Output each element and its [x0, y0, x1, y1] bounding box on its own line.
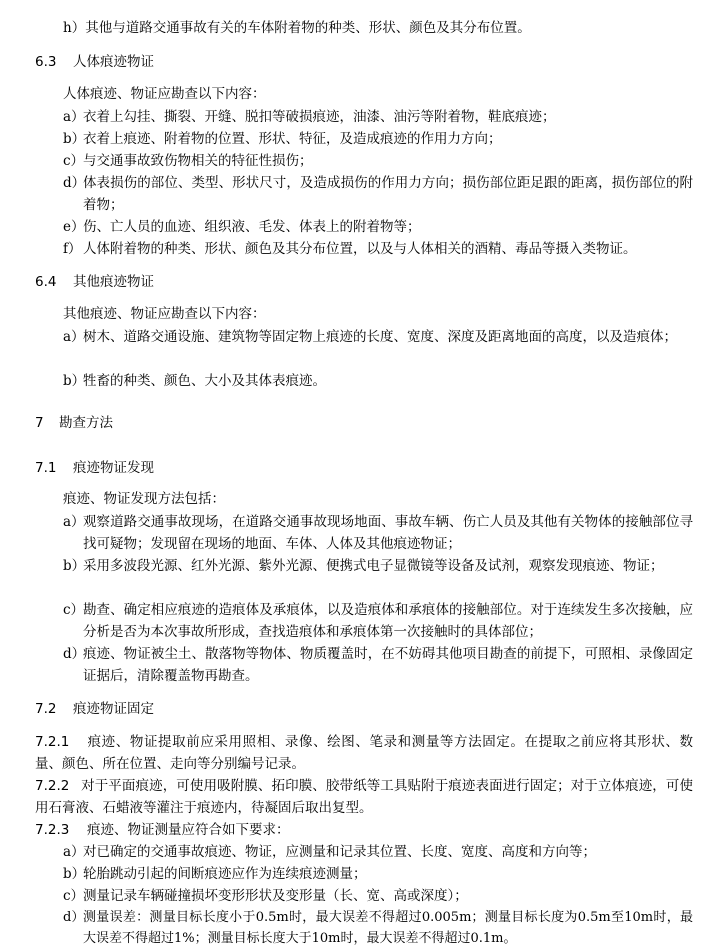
list-item [63, 863, 693, 885]
section-title: 其他痕迹物证 [73, 274, 154, 290]
list-item [63, 643, 693, 687]
item-text: 体表损伤的部位、类型、形状尺寸，及造成损伤的作用力方向；损伤部位距足跟的距离，损伤部位的附着物； [83, 175, 693, 213]
section-title: 痕迹物证固定 [73, 701, 154, 717]
section-intro: 痕迹、物证发现方法包括： [63, 491, 225, 507]
chapter-heading-7 [35, 413, 113, 433]
list-item [63, 326, 693, 348]
section-number: 6.3 [35, 54, 57, 70]
item-text: 伤、亡人员的血迹、组织液、毛发、体表上的附着物等； [83, 219, 421, 235]
list-item [63, 238, 693, 260]
clause-text: 痕迹、物证提取前应采用照相、录像、绘图、笔录和测量等方法固定。在提取之前应将其形状、数量、颜色、所在位置、走向等分别编号记录。 [35, 734, 693, 772]
item-text: 观察道路交通事故现场，在道路交通事故现场地面、事故车辆、伤亡人员及其他有关物体的接触部位寻找可疑物；发现留在现场的地面、车体、人体及其他痕迹物证； [83, 514, 693, 552]
item-marker: e） [63, 219, 85, 235]
item-marker: b） [63, 866, 86, 882]
item-text: 人体附着物的种类、形状、颜色及其分布位置，以及与人体相关的酒精、毒品等摄入类物证。 [83, 241, 637, 257]
item-text: 轮胎跳动引起的间断痕迹应作为连续痕迹测量； [83, 866, 367, 882]
section-number: 7.1 [35, 460, 57, 476]
chapter-title: 勘查方法 [59, 415, 113, 431]
list-item [63, 599, 693, 643]
section-title: 人体痕迹物证 [73, 54, 154, 70]
clause-text: 对于平面痕迹，可使用吸附膜、拓印膜、胶带纸等工具贴附于痕迹表面进行固定；对于立体痕迹，可使用石膏液、石蜡液等灌注于痕迹内，待凝固后取出复型。 [35, 778, 693, 816]
item-text: 其他与道路交通事故有关的车体附着物的种类、形状、颜色及其分布位置。 [85, 20, 531, 36]
list-item [63, 841, 693, 863]
item-marker: b） [63, 131, 86, 147]
item-text: 测量记录车辆碰撞损坏变形形状及变形量（长、宽、高或深度）； [83, 888, 468, 904]
item-marker: d） [63, 646, 86, 662]
section-intro: 人体痕迹、物证应勘查以下内容： [63, 86, 266, 102]
item-marker: a） [63, 329, 85, 345]
list-item [63, 907, 693, 949]
item-marker: a） [63, 109, 85, 125]
item-marker: d） [63, 175, 86, 191]
item-marker: c） [63, 888, 85, 904]
item-text: 树木、道路交通设施、建筑物等固定物上痕迹的长度、宽度、深度及距离地面的高度，以及造痕体； [83, 329, 677, 345]
list-item [63, 150, 693, 172]
clause-number: 7.2.1 [35, 734, 70, 750]
item-text: 采用多波段光源、红外光源、紫外光源、便携式电子显微镜等设备及试剂，观察发现痕迹、物证； [83, 558, 664, 574]
section-number: 7.2 [35, 701, 57, 717]
clause-7-2-3 [35, 819, 693, 841]
item-marker: a） [63, 844, 85, 860]
item-text: 对已确定的交通事故痕迹、物证，应测量和记录其位置、长度、宽度、高度和方向等； [83, 844, 596, 860]
section-number: 6.4 [35, 274, 57, 290]
list-item [63, 172, 693, 216]
item-marker: d） [63, 910, 85, 925]
list-item [63, 370, 693, 392]
item-marker: c） [63, 153, 85, 169]
item-marker: c） [63, 602, 85, 618]
clause-text: 痕迹、物证测量应符合如下要求： [87, 822, 290, 838]
item-text: 牲畜的种类、颜色、大小及其体表痕迹。 [83, 373, 326, 389]
clause-7-2-2 [35, 775, 693, 819]
clause-number: 7.2.2 [35, 778, 70, 794]
item-text: 测量误差：测量目标长度小于0.5m时，最大误差不得超过0.005m；测量目标长度为0.5m至10m时，最大误差不得超过1%；测量目标长度大于10m时，最大误差不得超过0.1m。 [83, 910, 693, 946]
list-item [63, 17, 693, 39]
item-text: 痕迹、物证被尘土、散落物等物体、物质覆盖时，在不妨碍其他项目勘查的前提下，可照相、录像固定证据后，清除覆盖物再勘查。 [83, 646, 693, 684]
item-marker: h） [63, 20, 86, 36]
section-heading-6-3 [35, 52, 154, 72]
item-text: 衣着上勾挂、撕裂、开缝、脱扣等破损痕迹，油漆、油污等附着物，鞋底痕迹； [83, 109, 556, 125]
section-heading-7-2 [35, 699, 154, 719]
item-text: 衣着上痕迹、附着物的位置、形状、特征，及造成痕迹的作用力方向； [83, 131, 502, 147]
list-item [63, 128, 693, 150]
section-intro: 其他痕迹、物证应勘查以下内容： [63, 306, 266, 322]
section-title: 痕迹物证发现 [73, 460, 154, 476]
list-item [63, 885, 693, 907]
item-marker: b） [63, 373, 86, 389]
item-marker: a） [63, 514, 85, 530]
section-heading-7-1 [35, 458, 154, 478]
list-item [63, 555, 693, 577]
clause-7-2-1 [35, 731, 693, 775]
list-item [63, 216, 693, 238]
list-item [63, 511, 693, 555]
list-item [63, 106, 693, 128]
clause-number: 7.2.3 [35, 822, 70, 838]
item-marker: b） [63, 558, 86, 574]
item-text: 勘查、确定相应痕迹的造痕体及承痕体，以及造痕体和承痕体的接触部位。对于连续发生多次接触，应分析是否为本次事故所形成，查找造痕体和承痕体第一次接触时的具体部位； [83, 602, 693, 640]
section-heading-6-4 [35, 272, 154, 292]
item-text: 与交通事故致伤物相关的特征性损伤； [83, 153, 313, 169]
item-marker: f） [63, 241, 82, 257]
chapter-number: 7 [35, 415, 44, 431]
